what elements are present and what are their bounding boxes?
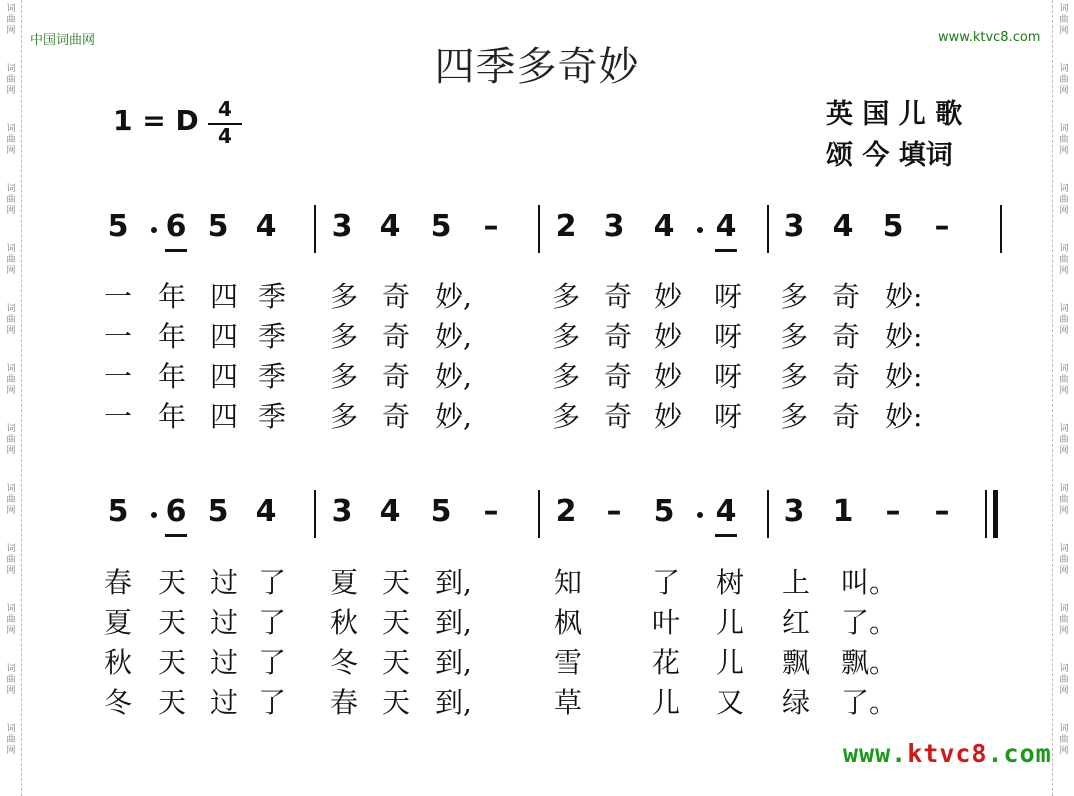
time-signature-top: 4 <box>218 97 232 121</box>
side-watermark-group <box>0 664 22 697</box>
lyric-char: 花 <box>651 646 680 679</box>
side-watermark-char: 词 <box>1059 304 1069 314</box>
side-watermark-char: 曲 <box>1059 555 1069 565</box>
side-watermark-char: 词 <box>6 304 16 314</box>
side-watermark-group <box>1053 664 1074 697</box>
lyric-char: 多 <box>779 280 808 313</box>
note-extension: – <box>934 209 950 244</box>
note: 4 <box>255 209 277 244</box>
lyric-char: 呀 <box>713 360 742 393</box>
lyric-char: 呀 <box>713 400 742 433</box>
lyric-char: 年 <box>157 360 186 393</box>
side-watermark-char: 词 <box>6 64 16 74</box>
lyric-char: 了 <box>651 566 680 599</box>
lyric-char: 草 <box>553 686 582 719</box>
side-watermark-char: 网 <box>1059 206 1069 216</box>
lyric-char: 奇 <box>831 400 860 433</box>
side-watermark-group <box>0 304 22 337</box>
lyric-char: 多 <box>779 360 808 393</box>
note: 3 <box>783 494 805 529</box>
lyric-char: 妙, <box>435 400 472 433</box>
side-watermark-char: 曲 <box>1059 375 1069 385</box>
lyric-char: 年 <box>157 280 186 313</box>
note: 4 <box>379 494 401 529</box>
note: 4 <box>715 494 737 529</box>
note: 5 <box>107 494 129 529</box>
time-signature-bottom: 4 <box>218 124 232 148</box>
note: 5 <box>207 209 229 244</box>
note-extension: – <box>934 494 950 529</box>
lyric-char: 妙 <box>653 400 682 433</box>
note: 3 <box>331 494 353 529</box>
watermark-part-1: www. <box>843 739 908 768</box>
lyric-char: 到, <box>435 646 472 679</box>
side-watermark-char: 网 <box>1059 86 1069 96</box>
side-watermark-char: 网 <box>1059 506 1069 516</box>
side-watermark-group <box>1053 124 1074 157</box>
note: 2 <box>555 494 577 529</box>
side-watermark-char: 网 <box>1059 746 1069 756</box>
side-watermark-char: 网 <box>6 626 16 636</box>
lyric-char: 过 <box>209 646 238 679</box>
lyric-char: 夏 <box>329 566 358 599</box>
side-watermark-char: 词 <box>1059 184 1069 194</box>
side-watermark-group <box>0 124 22 157</box>
side-watermark-char: 词 <box>6 244 16 254</box>
note: 5 <box>882 209 904 244</box>
lyric-char: 了 <box>257 566 286 599</box>
side-watermark-group <box>1053 544 1074 577</box>
side-watermark-char: 网 <box>1059 686 1069 696</box>
side-watermark-char: 网 <box>1059 626 1069 636</box>
side-watermark-char: 词 <box>1059 244 1069 254</box>
augmentation-dot <box>697 227 703 233</box>
lyric-char: 儿 <box>715 646 744 679</box>
side-watermark-char: 网 <box>6 266 16 276</box>
lyric-char: 知 <box>553 566 582 599</box>
augmentation-dot <box>151 227 157 233</box>
lyric-char: 奇 <box>831 320 860 353</box>
note: 6 <box>165 209 187 244</box>
side-watermark-char: 网 <box>6 26 16 36</box>
lyric-char: 妙: <box>885 360 923 393</box>
lyric-char: 多 <box>551 360 580 393</box>
note: 5 <box>207 494 229 529</box>
side-watermark-char: 词 <box>6 604 16 614</box>
eighth-note-underline <box>715 249 737 252</box>
side-watermark-char: 曲 <box>1059 75 1069 85</box>
lyric-char: 呀 <box>713 320 742 353</box>
lyric-char: 奇 <box>381 400 410 433</box>
lyric-char: 一 <box>103 280 132 313</box>
lyric-char: 季 <box>257 400 286 433</box>
side-watermark-char: 曲 <box>1059 195 1069 205</box>
barline <box>767 205 769 253</box>
note-extension: – <box>885 494 901 529</box>
side-watermark-char: 曲 <box>1059 735 1069 745</box>
lyric-char: 儿 <box>651 686 680 719</box>
eighth-note-underline <box>165 249 187 252</box>
side-watermark-group <box>1053 424 1074 457</box>
side-watermark-char: 词 <box>1059 424 1069 434</box>
lyric-char: 冬 <box>103 686 132 719</box>
side-watermark-char: 曲 <box>1059 675 1069 685</box>
lyric-char: 了 <box>257 606 286 639</box>
side-watermark-char: 网 <box>6 566 16 576</box>
note: 4 <box>653 209 675 244</box>
lyric-char: 多 <box>551 400 580 433</box>
lyric-char: 多 <box>779 400 808 433</box>
side-watermark-char: 网 <box>6 506 16 516</box>
note: 5 <box>653 494 675 529</box>
lyric-char: 多 <box>551 320 580 353</box>
side-watermark-char: 网 <box>6 206 16 216</box>
side-watermark-char: 曲 <box>1059 495 1069 505</box>
side-watermark-group <box>1053 304 1074 337</box>
lyric-char: 秋 <box>329 606 358 639</box>
note: 4 <box>379 209 401 244</box>
side-watermark-char: 网 <box>1059 326 1069 336</box>
side-watermark-group <box>0 244 22 277</box>
lyric-char: 奇 <box>603 280 632 313</box>
note: 4 <box>255 494 277 529</box>
lyric-char: 到, <box>435 686 472 719</box>
note: 5 <box>430 494 452 529</box>
side-watermark-char: 词 <box>1059 124 1069 134</box>
note: 4 <box>715 209 737 244</box>
lyric-char: 了。 <box>841 606 898 639</box>
eighth-note-underline <box>165 534 187 537</box>
side-watermark-char: 词 <box>6 424 16 434</box>
side-watermark-char: 网 <box>1059 566 1069 576</box>
lyric-char: 多 <box>329 280 358 313</box>
lyric-char: 奇 <box>603 400 632 433</box>
note: 5 <box>430 209 452 244</box>
lyric-char: 妙 <box>653 360 682 393</box>
note: 3 <box>603 209 625 244</box>
lyric-char: 一 <box>103 400 132 433</box>
lyric-char: 了 <box>257 686 286 719</box>
side-watermark-char: 词 <box>6 724 16 734</box>
side-watermark-char: 词 <box>6 4 16 14</box>
lyric-char: 四 <box>209 400 238 433</box>
side-watermark-char: 词 <box>6 484 16 494</box>
lyric-char: 四 <box>209 360 238 393</box>
lyric-char: 天 <box>157 686 186 719</box>
lyric-char: 多 <box>329 320 358 353</box>
lyric-char: 春 <box>103 566 132 599</box>
lyric-char: 了。 <box>841 686 898 719</box>
note-extension: – <box>483 494 499 529</box>
side-watermark-char: 网 <box>6 86 16 96</box>
side-watermark-char: 网 <box>1059 386 1069 396</box>
lyric-char: 一 <box>103 320 132 353</box>
credit-music: 英 国 儿 歌 <box>826 99 963 130</box>
key-signature: 1 = D <box>113 104 199 137</box>
side-watermark-char: 网 <box>6 386 16 396</box>
lyric-char: 又 <box>715 686 744 719</box>
lyric-char: 奇 <box>831 280 860 313</box>
side-watermark-char: 曲 <box>1059 615 1069 625</box>
side-watermark-char: 网 <box>1059 146 1069 156</box>
side-watermark-char: 曲 <box>6 255 16 265</box>
lyric-char: 儿 <box>715 606 744 639</box>
credit-lyrics: 颂 今 填词 <box>826 140 953 171</box>
note-extension: – <box>483 209 499 244</box>
side-watermark-char: 词 <box>1059 604 1069 614</box>
side-watermark-char: 词 <box>6 364 16 374</box>
bottom-watermark <box>843 739 1052 768</box>
lyric-char: 天 <box>157 646 186 679</box>
lyric-char: 冬 <box>329 646 358 679</box>
left-watermark-strip <box>0 0 22 796</box>
side-watermark-group <box>0 4 22 37</box>
lyric-char: 叫。 <box>841 566 898 599</box>
lyric-char: 奇 <box>831 360 860 393</box>
side-watermark-char: 词 <box>1059 364 1069 374</box>
side-watermark-group <box>1053 184 1074 217</box>
lyric-char: 妙, <box>435 360 472 393</box>
side-watermark-char: 曲 <box>6 435 16 445</box>
lyric-char: 到, <box>435 566 472 599</box>
side-watermark-char: 词 <box>6 544 16 554</box>
lyric-char: 妙 <box>653 320 682 353</box>
barline <box>538 205 540 253</box>
lyric-char: 多 <box>329 400 358 433</box>
lyric-char: 四 <box>209 280 238 313</box>
side-watermark-group <box>0 484 22 517</box>
lyric-char: 季 <box>257 320 286 353</box>
lyric-char: 季 <box>257 360 286 393</box>
side-watermark-char: 词 <box>1059 724 1069 734</box>
side-watermark-char: 曲 <box>1059 255 1069 265</box>
eighth-note-underline <box>715 534 737 537</box>
side-watermark-group <box>1053 724 1074 757</box>
lyric-char: 秋 <box>103 646 132 679</box>
barline <box>985 490 987 538</box>
lyric-char: 一 <box>103 360 132 393</box>
side-watermark-char: 词 <box>1059 484 1069 494</box>
side-watermark-group <box>0 184 22 217</box>
lyric-char: 叶 <box>651 606 680 639</box>
side-watermark-char: 曲 <box>6 735 16 745</box>
lyric-char: 奇 <box>381 320 410 353</box>
lyric-char: 奇 <box>603 360 632 393</box>
right-watermark-strip <box>1053 0 1074 796</box>
lyric-char: 奇 <box>603 320 632 353</box>
lyric-char: 枫 <box>553 606 582 639</box>
lyric-char: 多 <box>329 360 358 393</box>
side-watermark-char: 网 <box>1059 26 1069 36</box>
side-watermark-char: 网 <box>6 326 16 336</box>
lyric-char: 年 <box>157 400 186 433</box>
lyric-char: 天 <box>381 606 410 639</box>
side-watermark-char: 网 <box>1059 446 1069 456</box>
side-watermark-char: 曲 <box>1059 315 1069 325</box>
side-watermark-group <box>0 724 22 757</box>
side-watermark-char: 词 <box>1059 544 1069 554</box>
side-watermark-group <box>1053 364 1074 397</box>
lyric-char: 多 <box>779 320 808 353</box>
note: 1 <box>832 494 854 529</box>
side-watermark-group <box>0 544 22 577</box>
note: 3 <box>783 209 805 244</box>
side-watermark-char: 曲 <box>6 555 16 565</box>
lyric-char: 妙, <box>435 280 472 313</box>
site-name: 中国词曲网 <box>30 33 96 48</box>
song-title: 四季多奇妙 <box>434 44 640 90</box>
side-watermark-group <box>1053 4 1074 37</box>
lyric-char: 了 <box>257 646 286 679</box>
side-watermark-char: 曲 <box>1059 135 1069 145</box>
lyric-char: 过 <box>209 686 238 719</box>
side-watermark-char: 词 <box>1059 64 1069 74</box>
side-watermark-char: 词 <box>6 124 16 134</box>
lyric-char: 奇 <box>381 280 410 313</box>
note: 3 <box>331 209 353 244</box>
barline <box>314 205 316 253</box>
lyric-char: 到, <box>435 606 472 639</box>
side-watermark-char: 网 <box>6 446 16 456</box>
barline <box>538 490 540 538</box>
lyric-char: 年 <box>157 320 186 353</box>
lyric-char: 天 <box>157 606 186 639</box>
lyric-char: 妙: <box>885 400 923 433</box>
augmentation-dot <box>697 512 703 518</box>
side-watermark-char: 网 <box>6 746 16 756</box>
side-watermark-char: 曲 <box>6 615 16 625</box>
lyric-char: 四 <box>209 320 238 353</box>
barline <box>1000 205 1002 253</box>
side-watermark-char: 曲 <box>6 15 16 25</box>
side-watermark-char: 词 <box>6 664 16 674</box>
lyric-char: 春 <box>329 686 358 719</box>
augmentation-dot <box>151 512 157 518</box>
lyric-char: 过 <box>209 566 238 599</box>
side-watermark-char: 网 <box>6 146 16 156</box>
site-url: www.ktvc8.com <box>938 30 1041 45</box>
side-watermark-group <box>0 604 22 637</box>
lyric-char: 季 <box>257 280 286 313</box>
lyric-char: 天 <box>381 686 410 719</box>
side-watermark-char: 曲 <box>1059 15 1069 25</box>
lyric-char: 天 <box>157 566 186 599</box>
barline <box>314 490 316 538</box>
side-watermark-char: 词 <box>1059 664 1069 674</box>
lyric-char: 妙, <box>435 320 472 353</box>
side-watermark-char: 曲 <box>6 135 16 145</box>
side-watermark-char: 曲 <box>6 675 16 685</box>
side-watermark-char: 曲 <box>6 495 16 505</box>
note: 6 <box>165 494 187 529</box>
side-watermark-char: 词 <box>6 184 16 194</box>
side-watermark-group <box>1053 604 1074 637</box>
watermark-part-3: .com <box>987 739 1052 768</box>
side-watermark-char: 曲 <box>6 315 16 325</box>
lyric-char: 红 <box>781 606 810 639</box>
side-watermark-char: 词 <box>1059 4 1069 14</box>
lyric-char: 妙: <box>885 280 923 313</box>
side-watermark-char: 曲 <box>6 375 16 385</box>
side-watermark-group <box>1053 244 1074 277</box>
side-watermark-group <box>1053 484 1074 517</box>
lyric-char: 雪 <box>553 646 582 679</box>
lyric-char: 飘 <box>781 646 810 679</box>
side-watermark-group <box>0 364 22 397</box>
lyric-char: 树 <box>715 566 744 599</box>
lyric-char: 妙: <box>885 320 923 353</box>
lyric-char: 呀 <box>713 280 742 313</box>
lyric-char: 奇 <box>381 360 410 393</box>
barline <box>767 490 769 538</box>
side-watermark-char: 网 <box>6 686 16 696</box>
final-barline <box>993 490 998 538</box>
note: 2 <box>555 209 577 244</box>
lyric-char: 天 <box>381 566 410 599</box>
lyric-char: 过 <box>209 606 238 639</box>
lyric-char: 妙 <box>653 280 682 313</box>
note-extension: – <box>606 494 622 529</box>
side-watermark-char: 网 <box>1059 266 1069 276</box>
side-watermark-group <box>0 424 22 457</box>
lyric-char: 天 <box>381 646 410 679</box>
side-watermark-char: 曲 <box>6 195 16 205</box>
lyric-char: 夏 <box>103 606 132 639</box>
lyric-char: 多 <box>551 280 580 313</box>
watermark-part-2: ktvc8 <box>907 739 988 768</box>
side-watermark-char: 曲 <box>6 75 16 85</box>
lyric-char: 上 <box>781 566 810 599</box>
lyric-char: 飘。 <box>841 646 898 679</box>
lyric-char: 绿 <box>781 686 810 719</box>
side-watermark-char: 曲 <box>1059 435 1069 445</box>
note: 4 <box>832 209 854 244</box>
note: 5 <box>107 209 129 244</box>
